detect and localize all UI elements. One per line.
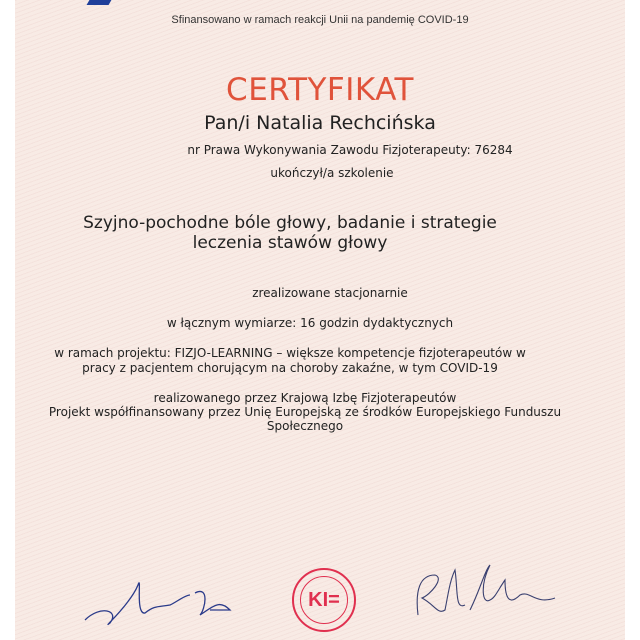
certificate-title: CERTYFIKAT bbox=[226, 72, 414, 108]
course-title-line1: Szyjno-pochodne bóle głowy, badanie i strategie bbox=[83, 213, 497, 233]
project-line1: w ramach projektu: FIZJO-LEARNING – większe kompetencje fizjoterapeutów w bbox=[54, 346, 526, 360]
project-text bbox=[0, 346, 610, 376]
signature-left bbox=[80, 565, 240, 635]
eu-flag-fragment bbox=[87, 0, 112, 5]
course-title-line2: leczenia stawów głowy bbox=[192, 233, 388, 253]
mode-text: zrealizowane stacjonarnie bbox=[252, 286, 408, 300]
organizer-line: realizowanego przez Krajową Izbę Fizjoterapeutów bbox=[153, 391, 457, 405]
project-line2: pracy z pacjentem chorującym na choroby zakaźne, w tym COVID-19 bbox=[82, 361, 498, 375]
kif-logo: KI= bbox=[300, 576, 348, 624]
funding-note: Sfinansowano w ramach reakcji Unii na pandemię COVID-19 bbox=[171, 14, 469, 26]
hours-text: w łącznym wymiarze: 16 godzin dydaktycznych bbox=[166, 316, 454, 330]
cofinance-line1: Projekt współfinansowany przez Unię Europejską ze środków Europejskiego Funduszu bbox=[48, 405, 562, 419]
recipient-name: Pan/i Natalia Rechcińska bbox=[204, 112, 436, 134]
signature-right bbox=[410, 560, 570, 630]
license-number: nr Prawa Wykonywania Zawodu Fizjoterapeuty: 76284 bbox=[187, 143, 513, 157]
completed-text: ukończył/a szkolenie bbox=[270, 166, 394, 180]
kif-seal bbox=[292, 568, 356, 632]
organizer-text bbox=[0, 391, 625, 433]
cofinance-line2: Społecznego bbox=[266, 419, 344, 433]
course-title bbox=[0, 213, 610, 253]
